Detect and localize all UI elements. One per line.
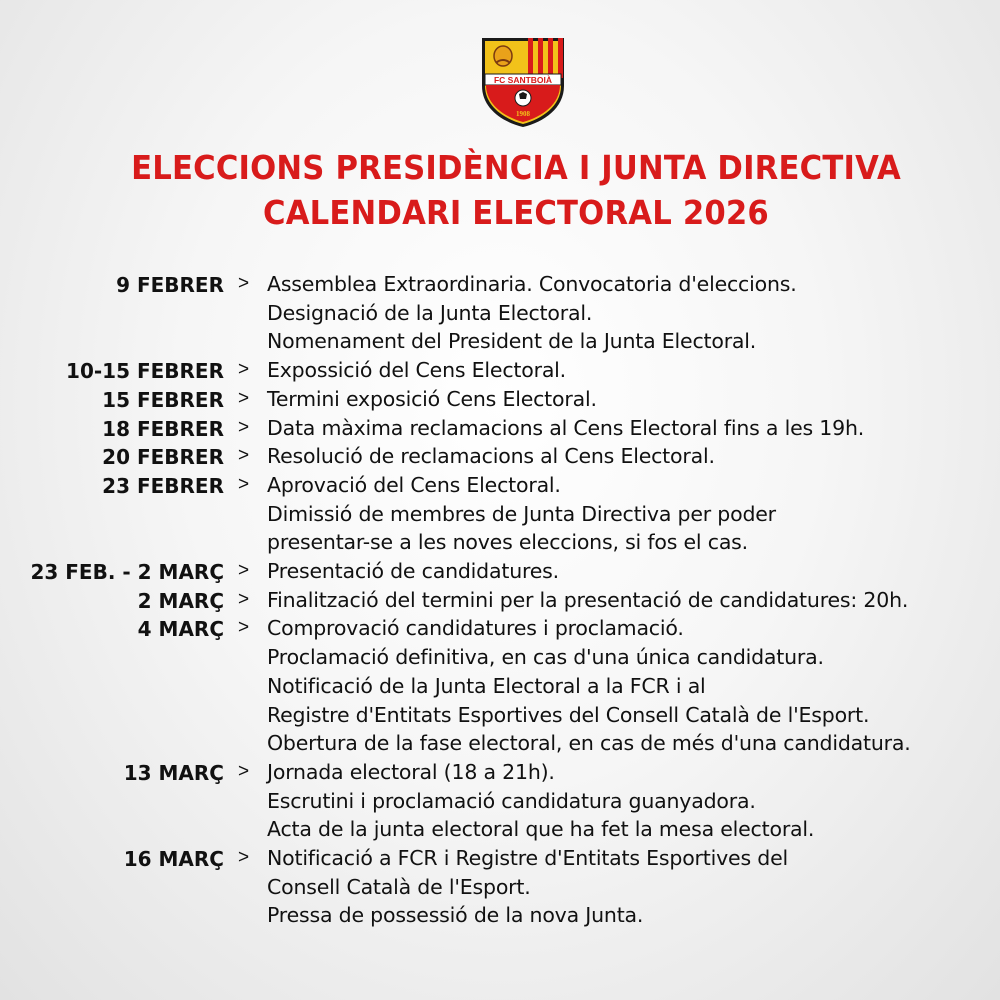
- entry-description: [267, 557, 1000, 586]
- arrow-icon: >: [238, 473, 250, 495]
- schedule-entry: [0, 356, 1000, 385]
- entry-description: [267, 614, 1000, 758]
- crest-club-name: FC SANTBOIÀ: [493, 75, 553, 85]
- schedule-entry: [0, 614, 1000, 758]
- entry-date: 18 FEBRER: [102, 416, 224, 441]
- arrow-icon: >: [238, 416, 250, 438]
- entry-line: Resolució de reclamacions al Cens Electoral.: [267, 444, 715, 469]
- entry-description: [267, 471, 1000, 557]
- entry-date: 23 FEBRER: [102, 473, 224, 498]
- entry-line: Jornada electoral (18 a 21h).: [267, 759, 555, 784]
- schedule-entry: [0, 758, 1000, 844]
- crest-year: 1908: [516, 110, 530, 118]
- entry-date: 9 FEBRER: [116, 273, 224, 297]
- page-subtitle: CALENDARI ELECTORAL 2026: [262, 193, 769, 232]
- entry-date: 15 FEBRER: [102, 387, 224, 412]
- entry-date: 4 MARÇ: [137, 617, 224, 642]
- arrow-icon: >: [238, 359, 250, 381]
- entry-line: Proclamació definitiva, en cas d'una única candidatura.: [267, 645, 824, 670]
- entry-line: Obertura de la fase electoral, en cas de més d'una candidatura.: [267, 731, 911, 756]
- arrow-icon: >: [238, 445, 250, 467]
- entry-line: Assemblea Extraordinaria. Convocatoria d'eleccions.: [267, 272, 797, 296]
- entry-line: Comprovació candidatures i proclamació.: [267, 616, 684, 641]
- entry-line: Expossició del Cens Electoral.: [267, 358, 566, 383]
- schedule-entry: [0, 586, 1000, 615]
- arrow-icon: >: [238, 273, 250, 294]
- entry-line: Finalització del termini per la presentació de candidatures: 20h.: [267, 587, 909, 612]
- arrow-icon: >: [238, 617, 250, 639]
- entry-date: 20 FEBRER: [102, 445, 224, 470]
- entry-description: [267, 758, 1000, 844]
- arrow-icon: >: [238, 588, 250, 610]
- entry-line: Termini exposició Cens Electoral.: [267, 386, 597, 411]
- entry-line: Aprovació del Cens Electoral.: [267, 472, 561, 497]
- entry-line: Consell Català de l'Esport.: [267, 874, 531, 899]
- entry-line: Pressa de possessió de la nova Junta.: [267, 903, 644, 928]
- arrow-icon: >: [238, 847, 250, 869]
- schedule-entry: [0, 471, 1000, 557]
- schedule-entry: [0, 844, 1000, 930]
- entry-date: 13 MARÇ: [123, 760, 224, 785]
- entry-line: Escrutini i proclamació candidatura guanyadora.: [267, 788, 756, 813]
- entry-line: Notificació a FCR i Registre d'Entitats Esportives del: [267, 846, 788, 871]
- electoral-calendar: [0, 270, 1000, 930]
- entry-description: [267, 356, 1000, 385]
- entry-date: 23 FEB. - 2 MARÇ: [30, 560, 224, 585]
- entry-line: Designació de la Junta Electoral.: [267, 300, 593, 325]
- entry-description: [267, 270, 1000, 356]
- entry-line: presentar-se a les noves eleccions, si fos el cas.: [267, 530, 748, 555]
- entry-line: Data màxima reclamacions al Cens Electoral fins a les 19h.: [267, 415, 865, 440]
- arrow-icon: >: [238, 760, 250, 782]
- entry-line: Acta de la junta electoral que ha fet la mesa electoral.: [267, 817, 815, 842]
- page-title: ELECCIONS PRESIDÈNCIA I JUNTA DIRECTIVA: [131, 148, 901, 187]
- club-crest-logo: [478, 34, 568, 130]
- entry-description: [267, 586, 1000, 615]
- schedule-entry: [0, 385, 1000, 414]
- arrow-icon: >: [238, 560, 250, 582]
- entry-line: Presentació de candidatures.: [267, 559, 559, 584]
- entry-description: [267, 414, 1000, 443]
- entry-line: Dimissió de membres de Junta Directiva per poder: [267, 501, 776, 526]
- schedule-entry: [0, 557, 1000, 586]
- entry-line: Nomenament del President de la Junta Electoral.: [267, 329, 757, 354]
- entry-description: [267, 385, 1000, 414]
- entry-description: [267, 844, 1000, 930]
- entry-date: 2 MARÇ: [137, 588, 224, 613]
- entry-date: 16 MARÇ: [123, 847, 224, 872]
- schedule-entry: [0, 414, 1000, 443]
- entry-date: 10-15 FEBRER: [66, 359, 224, 384]
- entry-line: Registre d'Entitats Esportives del Consell Català de l'Esport.: [267, 702, 870, 727]
- schedule-entry: [0, 270, 1000, 356]
- crest-stripes: [524, 38, 563, 78]
- entry-description: [267, 442, 1000, 471]
- schedule-entry: [0, 442, 1000, 471]
- entry-line: Notificació de la Junta Electoral a la FCR i al: [267, 673, 706, 698]
- arrow-icon: >: [238, 387, 250, 409]
